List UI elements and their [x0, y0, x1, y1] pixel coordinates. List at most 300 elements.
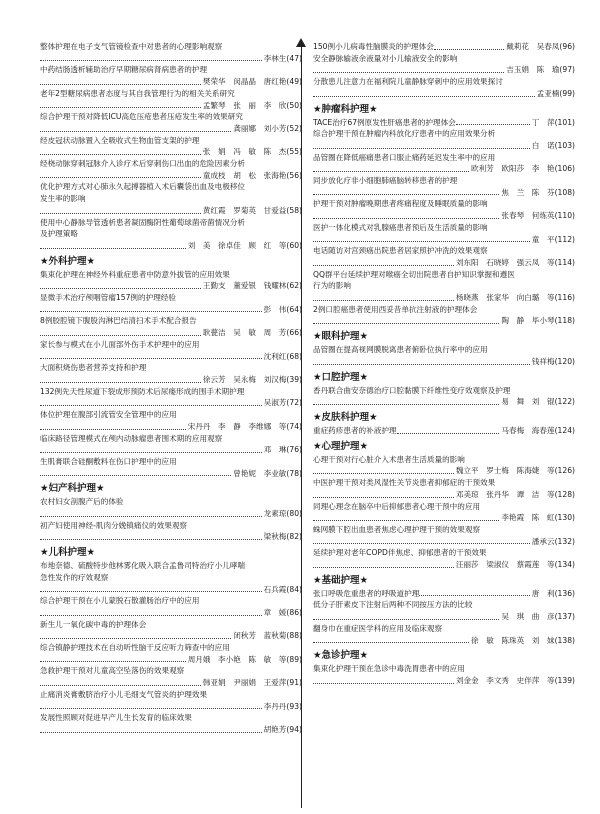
- dot-leader: [313, 364, 530, 365]
- entry-title-line: 重症药疹患者的补液护理: [313, 425, 397, 435]
- dot-leader: [40, 288, 201, 289]
- entry-title-line: 张口呼吸危重患者的呼吸道护理: [313, 588, 420, 598]
- section-header: ★外科护理★: [40, 255, 96, 267]
- entry-meta: [313, 257, 575, 269]
- entry-meta: [40, 701, 302, 713]
- toc-entry[interactable]: [40, 158, 302, 181]
- toc-entry[interactable]: [40, 619, 302, 642]
- entry-page-number: (50): [286, 100, 302, 110]
- section-header: ★眼科护理★: [313, 331, 369, 343]
- toc-entry[interactable]: [313, 623, 575, 646]
- entry-meta: [313, 489, 575, 501]
- entry-authors: 潘承云: [531, 536, 555, 546]
- entry-authors: 周月娥 李小艳 陈 敏 等: [187, 654, 287, 664]
- entry-title-line: 临床路径管理模式在颅内动脉瘤患者围术期的应用观察: [40, 433, 223, 443]
- toc-entry[interactable]: [40, 111, 302, 134]
- entry-page-number: (55): [286, 147, 302, 157]
- entry-meta: [313, 292, 575, 304]
- entry-page-number: (130): [554, 513, 575, 523]
- entry-title-line: 132例先天性尿道下裂成形预防术后尿瘘形成的围手术期护理: [40, 386, 245, 396]
- entry-authors: 闭秋芳 蓝秋菊: [233, 631, 287, 641]
- entry-page-number: (114): [554, 257, 575, 267]
- entry-meta: [40, 421, 302, 433]
- dot-leader: [313, 72, 504, 73]
- entry-title-line: 行为的影响: [313, 281, 351, 291]
- entry-title-line: 使用中心静脉导管透析患者凝固酶阴性葡萄球菌帝菌情况分析: [40, 217, 246, 227]
- entry-authors: 耿甍洁 吴 敏 周 芳: [202, 328, 287, 338]
- dot-leader: [40, 516, 262, 517]
- entry-authors: 唐 利: [531, 588, 555, 598]
- toc-entry[interactable]: [313, 547, 575, 570]
- entry-title-line: 品管圈在提高视网膜脱离患者俯卧位执行率中的应用: [313, 345, 488, 355]
- entry-page-number: (60): [286, 240, 302, 250]
- entry-title-line: 整体护理在电子支气管镜检查中对患者的心理影响观察: [40, 42, 223, 51]
- entry-meta: [40, 123, 302, 135]
- entry-title-line: 急救护理干预对儿童高空坠落伤的效果观察: [40, 666, 185, 676]
- entry-meta: [313, 675, 575, 687]
- entry-authors: 梁秋梅: [263, 532, 287, 542]
- toc-entry[interactable]: [313, 501, 575, 524]
- entry-title-line: 家长参与模式在小儿面部外伤手术护理中的应用: [40, 339, 200, 349]
- entry-title-line: 集束化护理在神经外科重症患者中防意外拔管的应用效果: [40, 269, 230, 279]
- entry-meta: [313, 611, 575, 623]
- entry-title-line: 经皮冠状动脉置入全吸收式生物血管支架的护理: [40, 135, 200, 145]
- entry-meta: [313, 88, 575, 100]
- entry-page-number: (97): [559, 65, 575, 75]
- dot-leader: [313, 148, 530, 149]
- entry-meta: [313, 588, 575, 600]
- dot-leader: [313, 543, 530, 544]
- dot-leader: [313, 642, 469, 643]
- entry-page-number: (108): [554, 187, 575, 197]
- entry-title-line: 止痛消炎膏敷脐治疗小儿毛细支气管炎的护理效果: [40, 689, 208, 699]
- entry-page-number: (49): [286, 77, 302, 87]
- dot-leader: [40, 708, 262, 709]
- entry-authors: 欧利芳 欧阳莎 李 艳: [471, 164, 555, 174]
- entry-title-line: 同步放化疗非小细胞肺癌脑转移患者的护理: [313, 176, 458, 186]
- entry-authors: 易 舞 刘 锟: [501, 397, 555, 407]
- toc-entry[interactable]: [40, 386, 302, 409]
- dot-leader: [313, 683, 454, 684]
- entry-authors: 王勤支 董爱银 钱耀林: [202, 281, 287, 291]
- toc-entry[interactable]: [40, 135, 302, 158]
- toc-entry[interactable]: [40, 560, 302, 595]
- entry-authors: 黄红霞 罗菊英 甘爱益: [202, 205, 287, 215]
- entry-meta: [40, 76, 302, 88]
- entry-meta: [40, 654, 302, 666]
- entry-authors: 龙素琼: [263, 509, 287, 519]
- entry-meta: [40, 724, 302, 736]
- entry-page-number: (120): [554, 356, 575, 366]
- entry-page-number: (58): [286, 205, 302, 215]
- toc-entry[interactable]: [313, 41, 575, 53]
- toc-entry[interactable]: [40, 433, 302, 456]
- dot-leader: [40, 452, 262, 453]
- entry-title-line: 发生率的影响: [40, 194, 86, 204]
- dot-leader: [313, 473, 454, 474]
- entry-authors: 张春琴 何炼英: [501, 211, 555, 221]
- entry-meta: [40, 630, 302, 642]
- entry-page-number: (74): [286, 421, 302, 431]
- dot-leader: [40, 84, 201, 85]
- entry-page-number: (62): [286, 281, 302, 291]
- entry-meta: [40, 607, 302, 619]
- toc-entry[interactable]: [40, 292, 302, 315]
- entry-authors: 徐 敏 陈珠英 刘 妹: [471, 635, 555, 645]
- entry-title-line: 农村妇女剖腹产后的体验: [40, 497, 124, 507]
- entry-authors: 陶 静 毕小琴: [501, 316, 555, 326]
- entry-title-line: 蛛网膜下腔出血患者焦虑心理护理干预的效果观察: [313, 524, 481, 534]
- entry-page-number: (76): [286, 445, 302, 455]
- entry-title-line: 电话随访对宫颈癌出院患者居家照护冲洗的效果观察: [313, 246, 488, 256]
- entry-meta: [40, 508, 302, 520]
- entry-title-line: 150例小儿病毒性脑膜炎的护理体会: [313, 42, 434, 51]
- entry-page-number: (88): [286, 631, 302, 641]
- entry-meta: [313, 234, 575, 246]
- entry-meta: [40, 444, 302, 456]
- entry-authors: 魏立平 罗士梅 陈海婕 等: [455, 466, 555, 476]
- entry-meta: [40, 205, 302, 217]
- dot-leader: [40, 591, 262, 592]
- entry-title-line: 同理心理念在脑卒中后抑郁患者心理干预中的应用: [313, 501, 481, 511]
- entry-title-line: 急性发作的疗效观察: [40, 572, 109, 582]
- entry-authors: 吴淑芳: [263, 398, 287, 408]
- entry-meta: [40, 397, 302, 409]
- dot-leader: [313, 96, 535, 97]
- entry-meta: [40, 100, 302, 112]
- dot-leader: [313, 194, 499, 195]
- dot-leader: [40, 107, 201, 108]
- entry-title-line: 布地奈德、硫酸特步他林雾化吸入联合孟鲁司特治疗小儿哮喘: [40, 561, 246, 571]
- toc-entry[interactable]: [313, 385, 575, 408]
- toc-entry[interactable]: [40, 689, 302, 712]
- toc-entry[interactable]: [313, 198, 575, 221]
- dot-leader: [40, 429, 186, 430]
- entry-title-line: 2例口腔癌患者使用西妥昔单抗注射液的护理体会: [313, 304, 478, 314]
- dot-leader: [313, 497, 454, 498]
- dot-leader: [313, 265, 454, 266]
- entry-meta: [313, 163, 575, 175]
- section-header: ★妇产科护理★: [40, 483, 105, 495]
- entry-page-number: (103): [554, 140, 575, 150]
- entry-page-number: (91): [286, 678, 302, 688]
- entry-meta: [40, 584, 302, 596]
- dot-leader: [40, 213, 201, 214]
- toc-entry[interactable]: [40, 181, 302, 216]
- entry-title-line: 护理干预对肿瘤晚期患者疼痛程度及睡眠质量的影响: [313, 199, 488, 209]
- entry-page-number: (84): [286, 584, 302, 594]
- toc-entry[interactable]: [40, 88, 302, 111]
- entry-title-line: 翻身巾在重症医学科的应用及临床观察: [313, 623, 443, 633]
- entry-authors: 石兵霞: [263, 584, 287, 594]
- toc-entry[interactable]: [313, 128, 575, 151]
- entry-page-number: (99): [559, 88, 575, 98]
- dot-leader: [313, 300, 454, 301]
- entry-title-line: 安全静脉输液余液量对小儿输液安全的影响: [313, 53, 458, 63]
- entry-page-number: (52): [286, 123, 302, 133]
- entry-meta: [313, 512, 575, 524]
- entry-authors: 龚丽娜 刘小芳: [233, 123, 287, 133]
- entry-authors: 邓 琳: [263, 445, 287, 455]
- toc-entry[interactable]: [40, 41, 302, 64]
- entry-authors: 孟亚楠: [536, 88, 560, 98]
- entry-authors: 童成枝 胡 松 张海艳: [202, 170, 287, 180]
- entry-authors: 丁 萍: [531, 117, 555, 127]
- entry-authors: 章 媛: [263, 607, 287, 617]
- entry-meta: [40, 304, 302, 316]
- dot-leader: [40, 177, 201, 178]
- entry-authors: 焦 兰 陈 芬: [501, 187, 555, 197]
- section-header: ★儿科护理★: [40, 547, 96, 559]
- dot-leader: [313, 619, 499, 620]
- entry-page-number: (94): [286, 724, 302, 734]
- dot-leader: [40, 382, 201, 383]
- section-header: ★皮肤科护理★: [313, 411, 378, 423]
- entry-title-line: 中药结肠透析辅助治疗早期糖尿病肾病患者的护理: [40, 65, 208, 75]
- toc-entry[interactable]: [313, 304, 575, 327]
- entry-authors: 马春梅 海春莲: [501, 425, 555, 435]
- toc-entry[interactable]: [313, 175, 575, 198]
- section-header: ★心理护理★: [313, 440, 369, 452]
- entry-title-line: 延续护理对老年COPD伴焦虑、抑郁患者的干预效果: [313, 548, 487, 558]
- dot-leader: [40, 732, 262, 733]
- toc-entry[interactable]: [40, 362, 302, 385]
- entry-authors: 李林生: [263, 53, 287, 63]
- entry-page-number: (126): [554, 466, 575, 476]
- toc-entry[interactable]: [313, 245, 575, 268]
- dot-leader: [313, 520, 499, 521]
- entry-authors: 宋丹丹 李 静 李维娜 等: [187, 421, 287, 431]
- entry-authors: 孟繁琴 张 丽 李 欣: [202, 100, 287, 110]
- entry-page-number: (138): [554, 635, 575, 645]
- toc-entry[interactable]: [313, 117, 575, 129]
- entry-meta: [40, 170, 302, 182]
- entry-authors: 吉玉娟 陈 瑜: [506, 65, 560, 75]
- section-header: ★口腔护理★: [313, 371, 369, 383]
- entry-meta: [40, 374, 302, 386]
- entry-page-number: (80): [286, 509, 302, 519]
- entry-meta: [313, 635, 575, 647]
- entry-page-number: (101): [554, 117, 575, 127]
- toc-entry[interactable]: [313, 588, 575, 600]
- entry-meta: [313, 465, 575, 477]
- toc-entry[interactable]: [313, 454, 575, 477]
- dot-leader: [313, 218, 499, 219]
- entry-title-line: 综合护理干预在肿瘤内科放化疗患者中的应用效果分析: [313, 129, 496, 139]
- dot-leader: [40, 358, 262, 359]
- entry-authors: 钱祥梅: [531, 356, 555, 366]
- dot-leader: [40, 539, 262, 540]
- toc-entry[interactable]: [313, 599, 575, 622]
- entry-meta: [313, 559, 575, 571]
- entry-page-number: (106): [554, 164, 575, 174]
- entry-meta: [40, 53, 302, 65]
- toc-entry[interactable]: [40, 409, 302, 432]
- entry-authors: 刘金金 李文秀 史伴萍 等: [455, 675, 555, 685]
- entry-authors: 杨晓燕 张家华 向白璐 等: [455, 293, 555, 303]
- toc-entry[interactable]: [313, 152, 575, 175]
- entry-meta: [313, 396, 575, 408]
- entry-page-number: (93): [286, 701, 302, 711]
- toc-column-right: [313, 41, 575, 687]
- entry-authors: 樊荣华 闵晶晶 唐红艳: [202, 77, 287, 87]
- toc-entry[interactable]: [40, 665, 302, 688]
- entry-meta: [313, 117, 575, 129]
- dot-leader: [419, 595, 529, 596]
- entry-authors: 戴莉花 吴春凤: [506, 42, 560, 51]
- entry-meta: [313, 210, 575, 222]
- entry-title-line: 新生儿一氧化碳中毒的护理体会: [40, 619, 147, 629]
- entry-meta: [40, 531, 302, 543]
- entry-authors: 彭 伟: [263, 304, 287, 314]
- toc-entry[interactable]: [313, 425, 575, 437]
- section-header: ★基础护理★: [313, 574, 369, 586]
- toc-entry[interactable]: [313, 477, 575, 500]
- toc-entry[interactable]: [40, 520, 302, 543]
- entry-page-number: (136): [554, 588, 575, 598]
- dot-leader: [313, 241, 530, 242]
- entry-page-number: (78): [286, 468, 302, 478]
- entry-meta: [40, 146, 302, 158]
- dot-leader: [40, 661, 186, 662]
- entry-authors: 刘 美 徐卓佳 顾 红 等: [187, 240, 287, 250]
- entry-page-number: (72): [286, 398, 302, 408]
- entry-page-number: (124): [554, 425, 575, 435]
- toc-entry[interactable]: [313, 269, 575, 304]
- dot-leader: [313, 171, 469, 172]
- entry-page-number: (96): [559, 42, 575, 51]
- entry-title-line: 综合镇静护理技术在自动听性脑干反应听力筛查中的应用: [40, 643, 230, 653]
- entry-authors: 刘东阳 石晓婷 强云凤 等: [455, 257, 555, 267]
- entry-page-number: (112): [554, 234, 575, 244]
- entry-authors: 张 娟 冯 敏 陈 杰: [202, 147, 287, 157]
- dot-leader: [40, 131, 231, 132]
- dot-leader: [40, 311, 262, 312]
- entry-title-line: 品管圈在降低癌痛患者口服止痛药延迟发生率中的应用: [313, 152, 496, 162]
- entry-meta: [40, 351, 302, 363]
- entry-meta: [40, 468, 302, 480]
- entry-authors: 沈利红: [263, 351, 287, 361]
- toc-entry[interactable]: [40, 339, 302, 362]
- entry-meta: [40, 677, 302, 689]
- dot-leader: [313, 323, 499, 324]
- dot-leader: [40, 475, 231, 476]
- entry-title-line: 8例胶腔镜下腹股沟淋巴结清扫术手术配合报告: [40, 316, 197, 326]
- entry-title-line: 香丹联合曲安奈德治疗口腔黏膜下纤维性变疗效观察及护理: [313, 385, 511, 395]
- toc-entry[interactable]: [40, 64, 302, 87]
- toc-entry[interactable]: [313, 222, 575, 245]
- entry-meta: [313, 536, 575, 548]
- entry-page-number: (128): [554, 489, 575, 499]
- entry-title-line: TACE治疗67例原发性肝癌患者的护理体会: [313, 117, 456, 127]
- entry-title-line: 生肌膏联合硅酮敷料在伤口护理中的应用: [40, 456, 177, 466]
- toc-entry[interactable]: [313, 524, 575, 547]
- entry-page-number: (66): [286, 328, 302, 338]
- entry-page-number: (134): [554, 560, 575, 570]
- entry-title-line: 大面积烧伤患者营养支持和护理: [40, 363, 147, 373]
- dot-leader: [40, 405, 262, 406]
- toc-entry[interactable]: [313, 53, 575, 76]
- entry-meta: [40, 240, 302, 252]
- entry-title-line: 综合护理干预对降低ICU高危压疮患者压疮发生率的效果研究: [40, 112, 243, 122]
- entry-authors: 李艳霞 陈 虹: [501, 513, 555, 523]
- entry-page-number: (118): [554, 316, 575, 326]
- entry-title-line: 初产妇使用神经-肌肉分娩镇痛仪的效果观察: [40, 520, 188, 530]
- entry-title-line: 中医护理干预对类风湿性关节炎患者抑郁症的干预效果: [313, 478, 496, 488]
- entry-authors: 胡艳芳: [263, 724, 287, 734]
- entry-meta: [313, 187, 575, 199]
- entry-title-line: 低分子肝素皮下注射后两种不同按压方法的比较: [313, 600, 473, 610]
- entry-title-line: 优化护理方式对心肺永久起搏器植入术后囊袋出血及电极移位: [40, 182, 246, 192]
- toc-entry[interactable]: [313, 344, 575, 367]
- toc-entry[interactable]: [40, 456, 302, 479]
- entry-authors: 韩亚娟 尹丽娟 王爱萍: [202, 678, 287, 688]
- toc-entry[interactable]: [40, 315, 302, 338]
- entry-title-line: 体位护理在腹部引流管安全管理中的应用: [40, 410, 177, 420]
- dot-leader: [40, 60, 262, 61]
- entry-authors: 徐云芳 吴永梅 刘汉梅: [202, 374, 287, 384]
- toc-entry[interactable]: [313, 76, 575, 99]
- dot-leader: [434, 49, 504, 50]
- entry-authors: 童 平: [531, 234, 555, 244]
- entry-meta: [313, 425, 575, 437]
- entry-page-number: (47): [286, 53, 302, 63]
- entry-authors: 李丹丹: [263, 701, 287, 711]
- toc-entry[interactable]: [40, 595, 302, 618]
- dot-leader: [40, 154, 201, 155]
- dot-leader: [40, 685, 201, 686]
- entry-page-number: (132): [554, 536, 575, 546]
- entry-meta: [40, 280, 302, 292]
- entry-page-number: (82): [286, 532, 302, 542]
- toc-entry[interactable]: [40, 217, 302, 252]
- entry-meta: [313, 356, 575, 368]
- entry-page-number: (86): [286, 607, 302, 617]
- toc-column-left: [40, 41, 302, 736]
- dot-leader: [456, 124, 530, 125]
- entry-title-line: 发展性照顾对促进早产儿生长发育的临床效果: [40, 713, 192, 723]
- toc-entry[interactable]: [40, 496, 302, 519]
- toc-entry[interactable]: [40, 269, 302, 292]
- entry-page-number: (39): [286, 374, 302, 384]
- entry-page-number: (110): [554, 211, 575, 221]
- entry-title-line: 集束化护理干预在急诊中毒洗胃患者中的应用: [313, 664, 465, 674]
- entry-authors: 邓美琼 张丹华 谭 洁 等: [455, 489, 555, 499]
- entry-page-number: (56): [286, 170, 302, 180]
- entry-meta: [40, 327, 302, 339]
- dot-leader: [313, 567, 454, 568]
- entry-title-line: 老年2型糖尿病患者态度与其自我管理行为的相关关系研究: [40, 88, 235, 98]
- dot-leader: [40, 638, 231, 639]
- toc-entry[interactable]: [313, 663, 575, 686]
- entry-page-number: (137): [554, 612, 575, 622]
- entry-authors: 白 诺: [531, 140, 555, 150]
- toc-entry[interactable]: [40, 712, 302, 735]
- entry-title-line: 综合护理干预在小儿蒙脱石散灌肠治疗中的应用: [40, 596, 200, 606]
- entry-authors: 吴 琪 曲 彦: [501, 612, 555, 622]
- entry-title-line: 心理干预对行心脏介入术患者生活质量的影响: [313, 454, 465, 464]
- dot-leader: [40, 248, 186, 249]
- dot-leader: [397, 433, 500, 434]
- dot-leader: [40, 615, 262, 616]
- dot-leader: [313, 404, 499, 405]
- entry-title-line: QQ群平台延续护理对喉癌全切出院患者自护知识掌握和遵医: [313, 269, 515, 279]
- entry-authors: 汪丽莎 梁淑仪 蔡霞莲 等: [455, 560, 555, 570]
- toc-entry[interactable]: [40, 642, 302, 665]
- entry-meta: [313, 64, 575, 76]
- section-header: ★肿瘤科护理★: [313, 103, 378, 115]
- entry-page-number: (139): [554, 675, 575, 685]
